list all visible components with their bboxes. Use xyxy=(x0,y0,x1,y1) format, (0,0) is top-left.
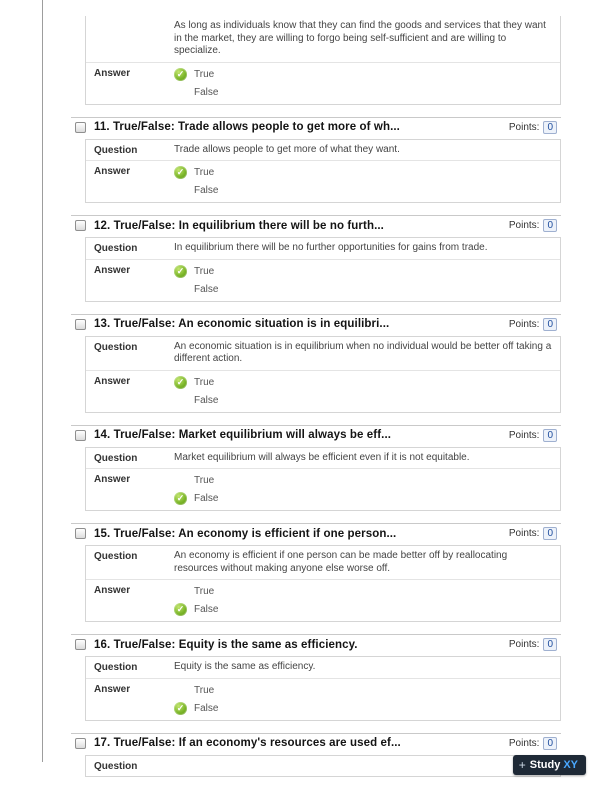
option-label: True xyxy=(194,68,215,80)
answer-label: Answer xyxy=(94,474,131,485)
points-value-input[interactable]: 0 xyxy=(543,638,557,651)
points-label: Points: xyxy=(508,121,540,133)
answer-label: Answer xyxy=(94,683,131,695)
question-block-13 xyxy=(71,314,561,413)
option-label: True xyxy=(194,684,215,696)
option-label: False xyxy=(194,604,219,615)
question-label: Question xyxy=(94,243,138,254)
option-label: True xyxy=(194,586,215,597)
answer-label: Answer xyxy=(94,166,131,177)
points xyxy=(509,527,557,540)
icon-slot xyxy=(174,376,194,389)
question-title: 15. True/False: An economy is efficient if one person... xyxy=(94,527,397,540)
icon-slot xyxy=(174,184,194,197)
points xyxy=(509,318,557,331)
question-title: 16. True/False: Equity is the same as efficiency. xyxy=(94,638,358,651)
icon-slot xyxy=(174,474,194,487)
answer-label: Answer xyxy=(94,67,131,79)
question-table xyxy=(85,16,561,105)
question-row xyxy=(86,337,560,371)
question-text: An economy is efficient if one person can be made better off by reallocating resources without making anyone else worse off. xyxy=(174,550,508,574)
question-text xyxy=(174,760,552,772)
option-label: False xyxy=(194,185,219,196)
question-block-14 xyxy=(71,425,561,512)
option-label: False xyxy=(194,493,219,504)
question-title: 12. True/False: In equilibrium there will be no furth... xyxy=(94,219,384,232)
points xyxy=(509,638,557,651)
correct-check-icon xyxy=(174,68,187,81)
points-label: Points: xyxy=(508,639,540,650)
question-row xyxy=(86,657,560,679)
question-label: Question xyxy=(94,760,138,772)
answer-option-false xyxy=(174,283,552,296)
answer-option-true xyxy=(174,166,552,179)
correct-check-icon xyxy=(174,702,187,715)
answer-row xyxy=(86,260,560,301)
select-question-checkbox[interactable] xyxy=(75,122,86,133)
answer-option-true xyxy=(174,265,552,278)
correct-check-icon xyxy=(174,265,187,278)
question-header xyxy=(71,524,561,545)
question-table xyxy=(85,545,561,622)
points-value-input[interactable]: 0 xyxy=(543,121,557,134)
correct-check-icon xyxy=(174,376,187,389)
question-label: Question xyxy=(94,662,138,673)
answer-options xyxy=(174,683,552,716)
points-label: Points: xyxy=(508,528,540,539)
question-title: 17. True/False: If an economy's resources are used ef... xyxy=(94,737,401,749)
question-label: Question xyxy=(94,551,138,562)
answer-option-false xyxy=(174,86,552,99)
answer-option-true xyxy=(174,376,552,389)
icon-slot xyxy=(174,265,194,278)
question-title: 11. True/False: Trade allows people to get more of wh... xyxy=(94,121,400,133)
points-label: Points: xyxy=(508,737,540,749)
option-label: True xyxy=(194,265,215,277)
points-value-input[interactable]: 0 xyxy=(543,737,557,750)
question-table xyxy=(85,656,561,721)
answer-row xyxy=(86,580,560,621)
question-label: Question xyxy=(94,341,138,353)
question-block-15 xyxy=(71,523,561,622)
option-label: True xyxy=(194,167,215,178)
question-header xyxy=(71,635,561,656)
question-block-12 xyxy=(71,215,561,302)
icon-slot xyxy=(174,492,194,505)
answer-label: Answer xyxy=(94,585,131,596)
question-label: Question xyxy=(94,144,138,156)
question-row xyxy=(86,756,560,776)
question-table xyxy=(85,336,561,413)
question-row xyxy=(86,140,560,162)
select-question-checkbox[interactable] xyxy=(75,430,86,441)
answer-option-false xyxy=(174,394,552,407)
question-table xyxy=(85,447,561,512)
question-row xyxy=(86,546,560,580)
question-block-17 xyxy=(71,733,561,777)
points-label: Points: xyxy=(508,429,540,441)
answer-option-true xyxy=(174,68,552,81)
option-label: False xyxy=(194,283,219,295)
answer-option-false xyxy=(174,603,552,616)
answer-row xyxy=(86,469,560,510)
answer-label: Answer xyxy=(94,264,131,276)
points-value-input[interactable]: 0 xyxy=(543,219,557,232)
answer-options xyxy=(174,165,552,198)
answer-options xyxy=(174,473,552,506)
question-row xyxy=(86,238,560,260)
icon-slot xyxy=(174,585,194,598)
question-text: Trade allows people to get more of what they want. xyxy=(174,143,400,155)
answer-option-false xyxy=(174,184,552,197)
answer-option-true xyxy=(174,585,552,598)
icon-slot xyxy=(174,684,194,697)
studyxy-badge[interactable] xyxy=(513,755,586,775)
question-table xyxy=(85,755,561,777)
answer-options xyxy=(174,67,552,100)
points-value-input[interactable]: 0 xyxy=(543,527,557,540)
points xyxy=(509,121,557,134)
correct-check-icon xyxy=(174,166,187,179)
answer-options xyxy=(174,264,552,297)
question-header xyxy=(71,118,561,139)
question-text: An economic situation is in equilibrium when no individual would be better off taking a different action. xyxy=(174,340,552,364)
question-table xyxy=(85,139,561,204)
correct-check-icon xyxy=(174,492,187,505)
question-table xyxy=(85,237,561,302)
page-left-rule xyxy=(42,0,43,762)
icon-slot xyxy=(174,702,194,715)
answer-row xyxy=(86,161,560,202)
option-label: False xyxy=(194,702,219,714)
question-text: Market equilibrium will always be efficient even if it is not equitable. xyxy=(174,451,470,463)
points xyxy=(509,429,557,442)
icon-slot xyxy=(174,86,194,99)
question-label: Question xyxy=(94,452,138,464)
question-header xyxy=(71,734,561,755)
select-question-checkbox[interactable] xyxy=(75,220,86,231)
brand-name-secondary: XY xyxy=(563,759,578,771)
icon-slot xyxy=(174,283,194,296)
correct-check-icon xyxy=(174,603,187,616)
option-label: False xyxy=(194,86,219,98)
question-text: As long as individuals know that they can find the goods and services that they want in the market, they are willing to forgo being self-sufficient and are willing to specialize. xyxy=(174,20,546,56)
select-question-checkbox[interactable] xyxy=(75,528,86,539)
label-spacer xyxy=(94,20,174,58)
question-block-16 xyxy=(71,634,561,721)
icon-slot xyxy=(174,603,194,616)
question-header xyxy=(71,426,561,447)
points-value-input[interactable]: 0 xyxy=(543,318,557,331)
question-header xyxy=(71,315,561,336)
question-title: 14. True/False: Market equilibrium will always be eff... xyxy=(94,429,392,441)
answer-label: Answer xyxy=(94,375,131,387)
option-label: True xyxy=(194,376,215,388)
question-text: In equilibrium there will be no further opportunities for gains from trade. xyxy=(174,242,488,253)
select-question-checkbox[interactable] xyxy=(75,319,86,330)
answer-option-true xyxy=(174,684,552,697)
answer-options xyxy=(174,375,552,408)
select-question-checkbox[interactable] xyxy=(75,639,86,650)
answer-options xyxy=(174,584,552,617)
answer-option-true xyxy=(174,474,552,487)
icon-slot xyxy=(174,68,194,81)
question-text: Equity is the same as efficiency. xyxy=(174,661,316,672)
answer-row xyxy=(86,679,560,720)
icon-slot xyxy=(174,166,194,179)
points xyxy=(509,737,557,750)
plus-icon: + xyxy=(518,758,526,772)
points-label: Points: xyxy=(508,318,540,330)
question-row xyxy=(86,16,560,63)
points xyxy=(509,219,557,232)
select-question-checkbox[interactable] xyxy=(75,738,86,749)
option-label: True xyxy=(194,475,215,486)
points-label: Points: xyxy=(508,220,540,231)
answer-option-false xyxy=(174,702,552,715)
question-block-11 xyxy=(71,117,561,204)
question-row xyxy=(86,448,560,470)
answer-row xyxy=(86,371,560,412)
brand-name-primary: Study xyxy=(529,759,561,771)
question-block-partial xyxy=(71,16,561,105)
answer-row xyxy=(86,63,560,104)
points-value-input[interactable]: 0 xyxy=(543,429,557,442)
question-header xyxy=(71,216,561,237)
question-list xyxy=(71,16,561,789)
icon-slot xyxy=(174,394,194,407)
option-label: False xyxy=(194,394,219,406)
answer-option-false xyxy=(174,492,552,505)
question-title: 13. True/False: An economic situation is in equilibri... xyxy=(94,318,390,330)
